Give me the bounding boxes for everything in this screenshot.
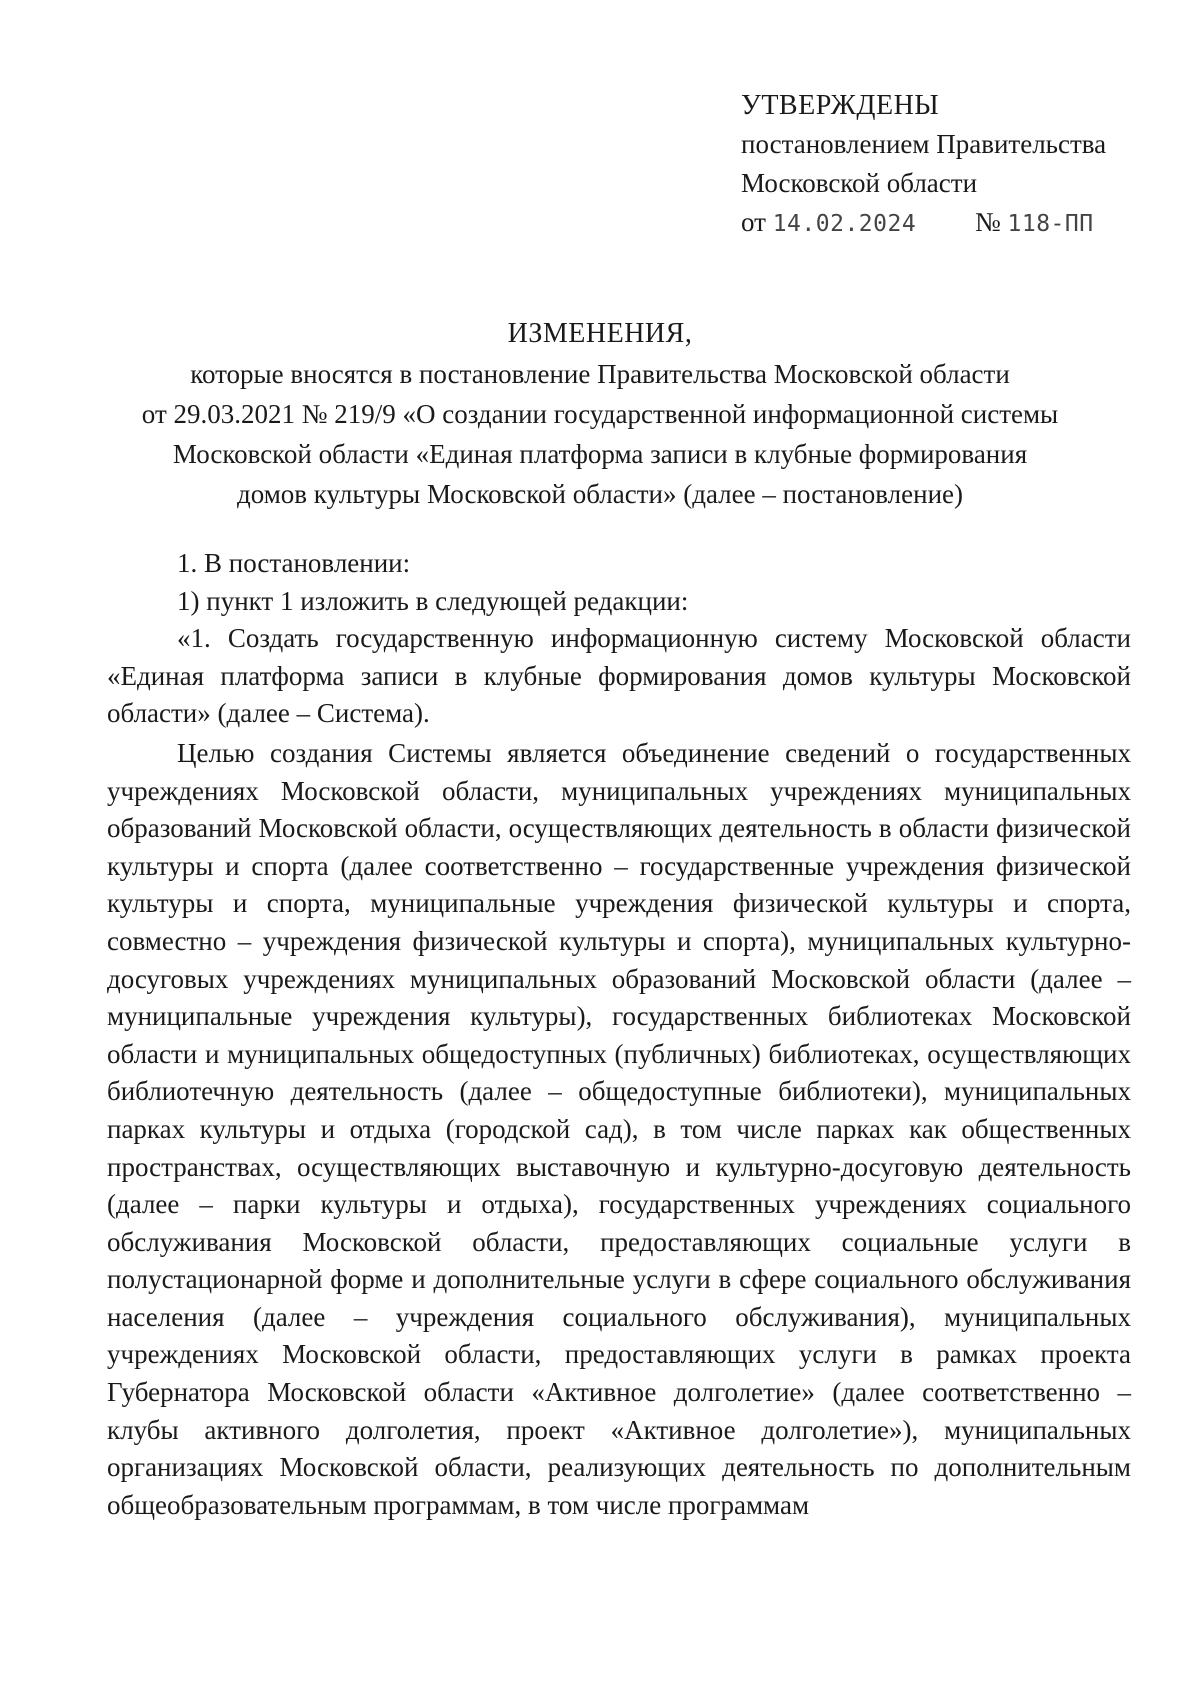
approval-line-2: Московской области <box>741 168 978 198</box>
approval-stamp-block <box>741 86 1121 242</box>
document-title-block <box>100 314 1100 514</box>
approval-number-value: 118-ПП <box>1007 211 1094 237</box>
document-subtitle-line-2: от 29.03.2021 № 219/9 «О создании государственной информационной системы <box>141 399 1059 429</box>
document-title: ИЗМЕНЕНИЯ, <box>507 318 693 349</box>
document-subtitle-line-3: Московской области «Единая платформа записи в клубные формирования <box>172 439 1028 469</box>
item-1-subitem-1: 1) пункт 1 изложить в следующей редакции: <box>177 585 689 616</box>
approval-number-prefix: № <box>975 207 1001 237</box>
approval-date-value: 14.02.2024 <box>772 211 917 237</box>
document-subtitle-line-4: домов культуры Московской области» (далее – постановление) <box>237 479 963 509</box>
item-1: 1. В постановлении: <box>177 548 411 578</box>
quoted-paragraph: «1. Создать государственную информационную систему Московской области «Единая платформа записи в клубные формирования домов культуры Московской области» (далее – Система). <box>107 623 1131 729</box>
approval-date <box>741 203 916 244</box>
approval-heading: УТВЕРЖДЕНЫ <box>741 90 940 121</box>
approval-date-prefix: от <box>741 207 766 237</box>
document-body <box>107 545 1131 1524</box>
document-subtitle-line-1: которые вносятся в постановление Правительства Московской области <box>190 359 1010 389</box>
goal-paragraph: Целью создания Системы является объединение сведений о государственных учреждениях Московской области, муниципальных учреждениях муниципальных образований Московской области, осуществляющих деятельность в области физической культуры и спорта (далее соответственно – государственные учреждения физической культуры и спорта, муниципальные учреждения физической культуры и спорта, совместно – учреждения физической культуры и спорта), муниципальных культурно-досуговых учреждениях муниципальных образований Московской области (далее – муниципальные учреждения культуры), государственных библиотеках Московской области и муниципальных общедоступных (публичных) библиотеках, осуществляющих библиотечную деятельность (далее – общедоступные библиотеки), муниципальных парках культуры и отдыха (городской сад), в том числе парках как общественных пространствах, осуществляющих выставочную и культурно-досуговую деятельность (далее – парки культуры и отдыха), государственных учреждениях социального обслуживания Московской области, предоставляющих социальные услуги в полустационарной форме и дополнительные услуги в сфере социального обслуживания населения (далее – учреждения социального обслуживания), муниципальных учреждениях Московской области, предоставляющих услуги в рамках проекта Губернатора Московской области «Активное долголетие» (далее соответственно – клубы активного долголетия, проект «Активное долголетие»), муниципальных организациях Московской области, реализующих деятельность по дополнительным общеобразовательным программам, в том числе программам <box>107 737 1131 1520</box>
approval-line-1: постановлением Правительства <box>741 129 1107 159</box>
approval-date-line <box>741 203 1121 242</box>
approval-number <box>975 203 1094 244</box>
